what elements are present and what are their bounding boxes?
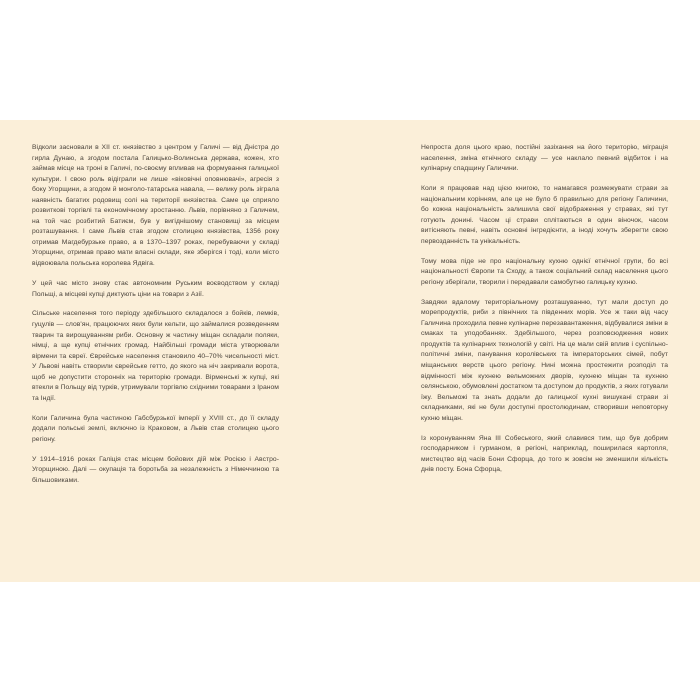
left-paragraph: У цей час місто знову стає автономним Руським воєводством у складі Польщі, а місцеві купці диктують ціни на товари з Азії. xyxy=(32,279,279,298)
right-paragraph: Коли я працював над цією книгою, то намагався розмежувати страви за національним корінням, але це не було б правильно для регіону Галичини, бо кожна національність залишила свої відображення у стравах, які тут готують донині. Часом ці страви сплітаються в один віночок, часом витісняють певні, навіть основні інгредієнти, а іноді хочуть зберегти свою первозданність та унікальність. xyxy=(421,185,668,245)
right-paragraph: Непроста доля цього краю, постійні зазіхання на його територію, міграція населення, зміна етнічного складу — усе наклало певний відбиток і на кулінарну спадщину Галичини. xyxy=(421,144,668,173)
left-paragraph: У 1914–1916 роках Галіція стає місцем бойових дій між Росією і Австро-Угорщиною. Далі — окупація та боротьба за незалежність з Німеччиною та більшовиками. xyxy=(32,455,279,484)
left-paragraph: Відколи засновали в XII ст. князівство з центром у Галичі — від Дністра до гирла Дунаю, а згодом постала Галицько-Волинська держава, кожен, хто займав місце на троні в Галичі, по-своєму впливав на формування галицької культури. І свою роль відіграли не лише «віковічні оповнювачі», агресія з боку Угорщини, а згодом й монголо-татарська навала, — велику роль зіграла наявність багатих родовищ солі на території князівства. Саме це сприяло розвиткові торгівлі та економічному зростанню. Львів, порівняно з Галичем, на той час розбитий Батиєм, був у вигіднішому становищі за місцем розташування. І саме Львів став згодом столицею князівства, 1356 року отримав Магдебурзьке право, а в 1370–1397 роках, перебуваючи у складі Угорщини, отримав право мати власні склади, яке зберігся і тоді, коли місто відвоювала польська королева Ядвіга. xyxy=(32,144,279,268)
left-paragraph: Сільське населення того періоду здебільшого складалося з бойків, лемків, гуцулів — слов'ян, працюючих яких були кельти, що займалися розведенням тварин та вирощуванням риби. Основну ж частину міщан складали поляки, німці, а ще купці етнічних громад. Найбільші громади міста утворювали вірмени та євреї. Єврейське населення становило 40–70% чисельності міст. У Львові навіть створили єврейське гетто, до якого на ніч закривали ворота, щоб не допустити сторонніх на територію громади. Вірменські ж купці, які втекли в Польщу від турків, утримували торгівлю східними товарами з Іраном та Індії. xyxy=(32,310,279,402)
right-paragraph: Із коронуванням Яна III Собеського, який славився тим, що був добрим господарником і гурманом, в регіоні, наприклад, поширилася картопля, мистецтво від часів Бони Сфорца, до того ж зовсім не зменшили кількість днів посту. Бона Сфорца, xyxy=(421,434,668,474)
left-column xyxy=(32,143,279,496)
left-paragraph: Коли Галичина була частиною Габсбурзької імперії у XVIII ст., до її складу додали польські землі, включно із Краковом, а Львів став столицею цього регіону. xyxy=(32,414,279,443)
right-paragraph: Тому мова піде не про національну кухню однієї етнічної групи, бо всі національності Європи та Сходу, а також соціальний склад населення цього регіону зберігали, творили і передавали самобутню галицьку кухню. xyxy=(421,257,668,286)
right-column xyxy=(421,143,668,485)
right-paragraph: Завдяки вдалому територіальному розташуванню, тут мали доступ до морепродуктів, риби з північних та південних морів. Усе ж таки від часу Галичина проходила певне кулінарне перезавантаження, відбувалися зміни в смаках та уподобаннях. Здебільшого, через розповсюдження нових продуктів та кулінарних технологій у світі. На це мали свій вплив і суспільно-політичні зміни, панування королівських та імператорських сімей, побут міщанських верств цього регіону. Нині можна простежити розподіл та відмінності між кухнею вельможних дворів, кухнею міщан та кухнею селянською, обумовлені достатком та доступом до продуктів, з яких готували їжу. Вельможі та знать додали до галицької кухні вишукані страви зі складниками, які не були доступні простолюдинам, створивши неповторну кухню міщан. xyxy=(421,298,668,422)
